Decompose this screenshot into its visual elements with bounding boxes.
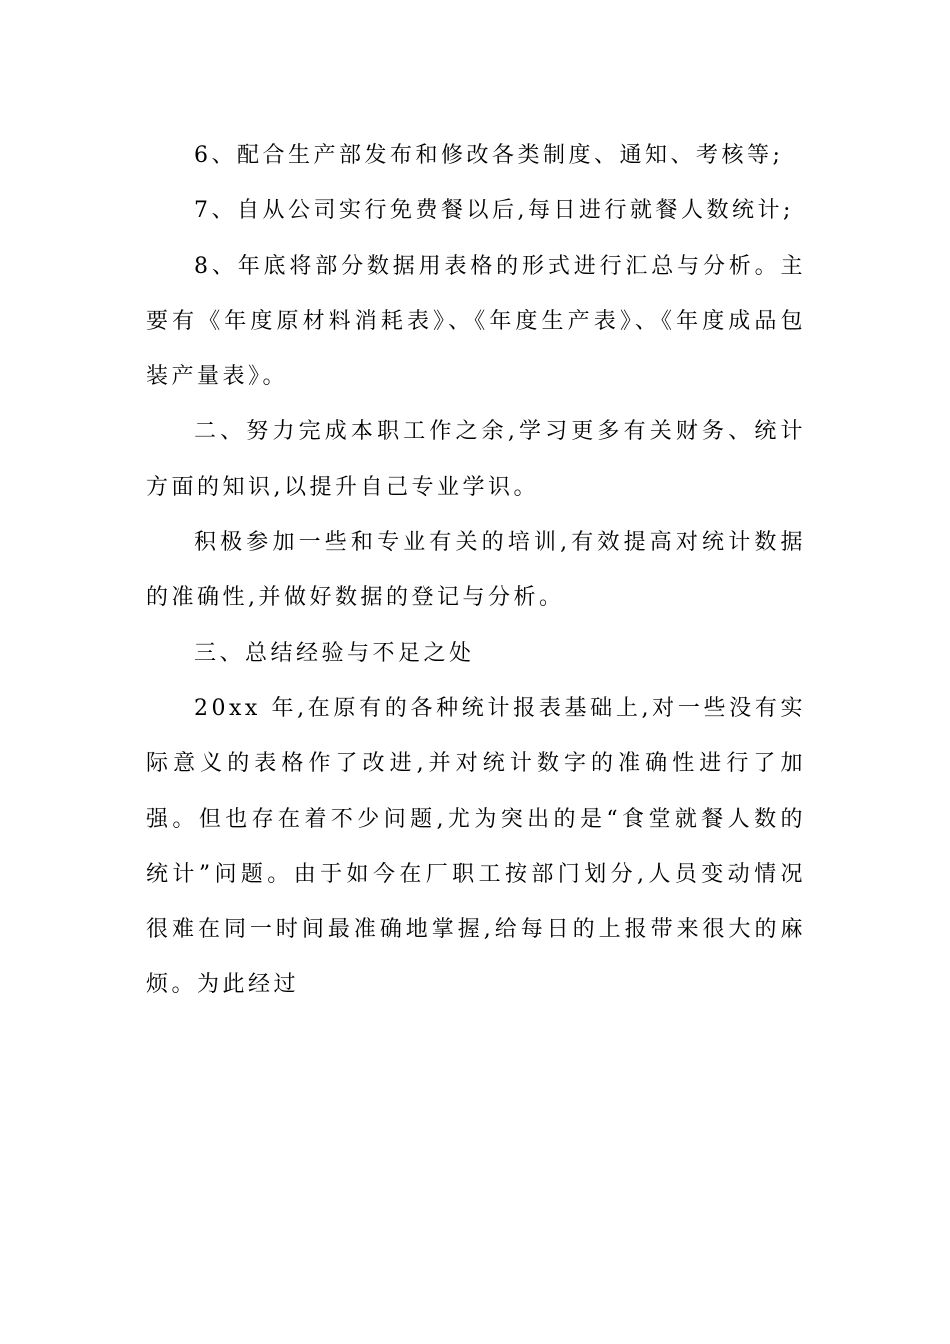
paragraph-item-8: 8、年底将部分数据用表格的形式进行汇总与分析。主要有《年度原材料消耗表》、《年度生产表》、《年度成品包装产量表》。 <box>146 253 806 390</box>
section-heading-two: 二、努力完成本职工作之余,学习更多有关财务、统计方面的知识,以提升自己专业学识。 <box>146 419 806 500</box>
paragraph-training: 积极参加一些和专业有关的培训,有效提高对统计数据的准确性,并做好数据的登记与分析。 <box>146 530 806 611</box>
section-heading-three: 三、总结经验与不足之处 <box>194 640 475 666</box>
paragraph-item-7: 7、自从公司实行免费餐以后,每日进行就餐人数统计; <box>194 198 794 224</box>
paragraph-item-6: 6、配合生产部发布和修改各类制度、通知、考核等; <box>194 143 784 168</box>
document-body <box>146 128 806 1013</box>
paragraph-summary: 20xx 年,在原有的各种统计报表基础上,对一些没有实际意义的表格作了改进,并对统计数字的准确性进行了加强。但也存在着不少问题,尤为突出的是“食堂就餐人数的统计”问题。由于如今在厂职工按部门划分,人员变动情况很难在同一时间最准确地掌握,给每日的上报带来很大的麻烦。为此经过 <box>146 695 806 998</box>
